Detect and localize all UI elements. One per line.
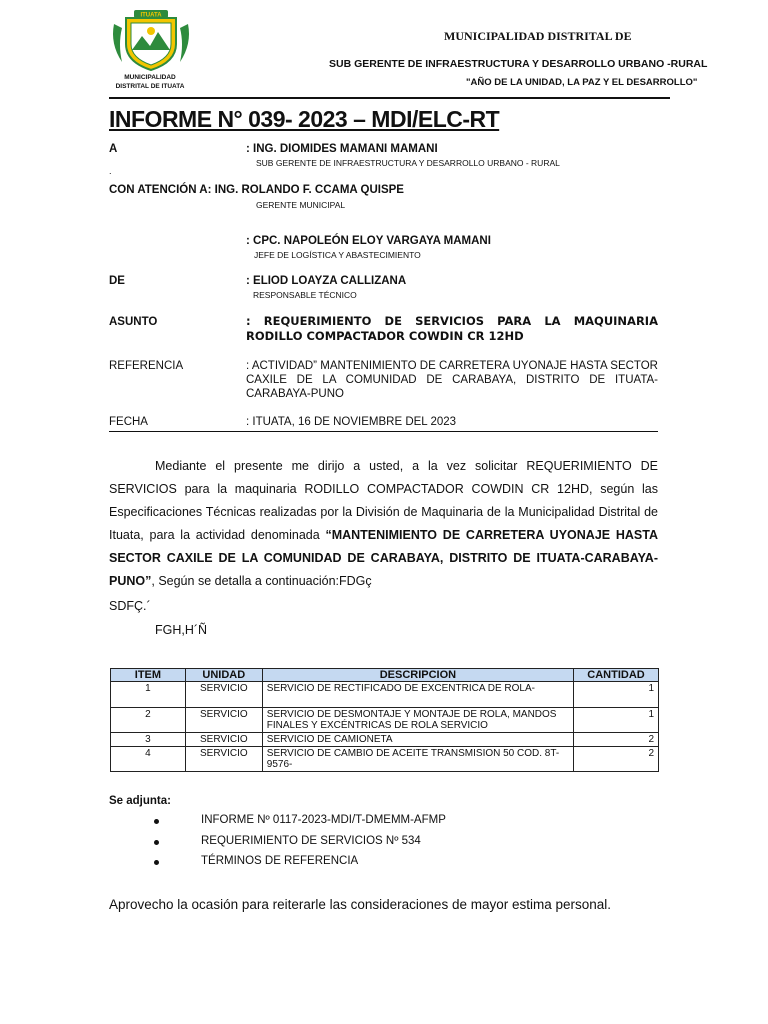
cell-descripcion: SERVICIO DE RECTIFICADO DE EXCENTRICA DE ROLA- [262,682,573,708]
field-referencia-label: REFERENCIA [109,360,184,372]
report-title: INFORME N° 039- 2023 – MDI/ELC-RT [109,106,500,132]
table-header-row [111,669,659,682]
municipality-logo [108,4,194,74]
body-activity-name: “MANTENIMIENTO DE CARRETERA UYONAJE HASTA SECTOR CAXILE DE LA COMUNIDAD DE CARABAYA, DISTRITO DE ITUATA-CARABAYA-PUNO” [109,528,659,588]
header-municipality: MUNICIPALIDAD DISTRITAL DE [444,29,632,43]
col-descripcion: DESCRIPCION [262,669,573,682]
closing-sentence: Aprovecho la ocasión para reiterarle las consideraciones de mayor estima personal. [109,897,612,912]
cell-cantidad: 1 [574,682,659,708]
cell-item: 2 [111,708,186,733]
attachment-item: TÉRMINOS DE REFERENCIA [201,855,359,867]
fecha-divider [109,431,658,432]
table-row [111,733,659,747]
field-atencion2-subtitle: JEFE DE LOGÍSTICA Y ABASTECIMIENTO [254,250,421,260]
attachment-item: REQUERIMIENTO DE SERVICIOS Nº 534 [201,835,421,847]
field-a-subtitle: SUB GERENTE DE INFRAESTRUCTURA Y DESARROLLO URBANO - RURAL [256,158,560,168]
cell-unidad: SERVICIO [185,747,262,772]
header-divider [109,97,670,99]
bullet-icon [154,860,159,865]
field-atencion-label: CON ATENCIÓN A: ING. ROLANDO F. CCAMA QUISPE [109,184,404,196]
col-cantidad: CANTIDAD [574,669,659,682]
field-atencion-subtitle: GERENTE MUNICIPAL [256,200,346,210]
cell-unidad: SERVICIO [185,708,262,733]
body-paragraph [109,455,658,593]
attachments-label: Se adjunta: [109,795,171,807]
logo-caption-1: MUNICIPALIDAD [124,74,176,81]
body-line-3: FGH,H´Ñ [155,623,208,637]
field-asunto-value: : REQUERIMIENTO DE SERVICIOS PARA LA MAQUINARIA RODILLO COMPACTADOR COWDIN CR 12HD [246,314,658,343]
field-a-value: : ING. DIOMIDES MAMANI MAMANI [246,143,438,155]
cell-unidad: SERVICIO [185,733,262,747]
attachment-item: INFORME Nº 0117-2023-MDI/T-DMEMM-AFMP [201,814,446,826]
cell-unidad: SERVICIO [185,682,262,708]
municipal-seal-icon [108,4,194,74]
cell-item: 4 [111,747,186,772]
table-row [111,708,659,733]
body-text-b: , Según se detalla a continuación:FDGç [151,574,372,588]
cell-item: 3 [111,733,186,747]
field-referencia-value: : ACTIVIDAD” MANTENIMIENTO DE CARRETERA UYONAJE HASTA SECTOR CAXILE DE LA COMUNIDAD DE CARABAYA, DISTRITO DE ITUATA-CARABAYA-PUNO [246,360,658,400]
body-line-2: SDFÇ.´ [109,599,151,613]
field-fecha-label: FECHA [109,416,148,428]
cell-descripcion: SERVICIO DE CAMBIO DE ACEITE TRANSMISION 50 COD. 8T-9576- [262,747,573,772]
header-subgerencia: SUB GERENTE DE INFRAESTRUCTURA Y DESARROLLO URBANO -RURAL [329,58,708,70]
bullet-icon [154,819,159,824]
field-fecha-value: : ITUATA, 16 DE NOVIEMBRE DEL 2023 [246,416,457,428]
header-year-motto: "AÑO DE LA UNIDAD, LA PAZ Y EL DESARROLLO" [466,77,698,88]
field-asunto-label: ASUNTO [109,316,158,328]
field-de-label: DE [109,275,125,287]
field-a-label: A [109,143,118,155]
cell-cantidad: 1 [574,708,659,733]
body-text-a: Mediante el presente me dirijo a usted, a la vez solicitar REQUERIMIENTO DE SERVICIOS para la maquinaria RODILLO COMPACTADOR COWDIN CR 12HD, según las Especificaciones Técnicas realizadas por la División de Maquinaria de la Municipalidad Distrital de Ituata, para la actividad denominada [109,459,658,542]
cell-cantidad: 2 [574,747,659,772]
table-row [111,682,659,708]
logo-caption-2: DISTRITAL DE ITUATA [115,83,185,90]
table-row [111,747,659,772]
stray-dot: . [109,166,112,176]
services-table [110,668,659,772]
field-atencion2-value: : CPC. NAPOLEÓN ELOY VARGAYA MAMANI [246,235,491,247]
cell-cantidad: 2 [574,733,659,747]
col-unidad: UNIDAD [185,669,262,682]
field-de-subtitle: RESPONSABLE TÉCNICO [253,290,357,300]
logo-banner-text: ITUATA [140,12,162,19]
cell-descripcion: SERVICIO DE CAMIONETA [262,733,573,747]
cell-item: 1 [111,682,186,708]
cell-descripcion: SERVICIO DE DESMONTAJE Y MONTAJE DE ROLA, MANDOS FINALES Y EXCÉNTRICAS DE ROLA SERVICIO [262,708,573,733]
bullet-icon [154,840,159,845]
field-de-value: : ELIOD LOAYZA CALLIZANA [246,275,407,287]
col-item: ITEM [111,669,186,682]
